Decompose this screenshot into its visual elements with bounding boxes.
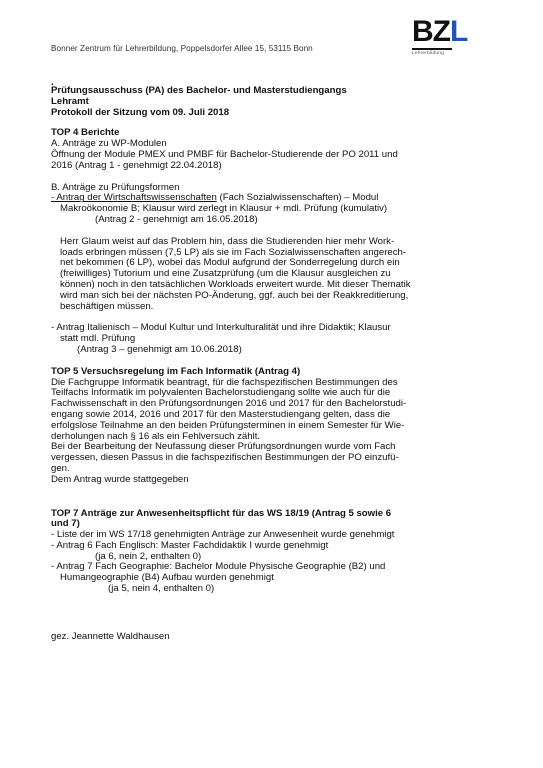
top5-decision: Dem Antrag wurde stattgegeben: [51, 473, 189, 485]
top5-line: derholungen nach § 16 als ein Fehlversuch zählt.: [51, 430, 261, 442]
doc-title-line3: Protokoll der Sitzung vom 09. Juli 2018: [51, 106, 230, 118]
top7-item3-line1: - Antrag 7 Fach Geographie: Bachelor Module Physische Geographie (B2) und: [51, 561, 386, 573]
top4-b-item1-rest: (Fach Sozialwissenschaften) – Modul: [216, 192, 379, 204]
bzl-logo: [412, 15, 468, 60]
top4-a-heading: A. Anträge zu WP-Modulen: [51, 138, 167, 150]
top7-item1: - Liste der im WS 17/18 genehmigten Anträge zur Anwesenheit wurde genehmigt: [51, 529, 395, 541]
top7-item2: - Antrag 6 Fach Englisch: Master Fachdidaktik I wurde genehmigt: [51, 539, 329, 551]
top4-b-heading: B. Anträge zu Prüfungsformen: [51, 181, 180, 193]
logo-subtitle: Lehrerbildung: [412, 51, 444, 56]
top5-line: gen.: [51, 462, 70, 474]
para-line: (freiwilliges) Tutorium und eine Zusatzprüfung (um die Klausur ausgleichen zu: [60, 268, 391, 280]
top7-heading-line1: TOP 7 Anträge zur Anwesenheitspflicht für das WS 18/19 (Antrag 5 sowie 6: [51, 507, 392, 519]
top5-heading: TOP 5 Versuchsregelung im Fach Informatik (Antrag 4): [51, 365, 301, 377]
stray-dot: .: [51, 77, 54, 88]
top7-heading-line2: und 7): [51, 518, 80, 530]
logo-bar: [412, 48, 452, 50]
para-line: net bekommen (6 LP), wobei das Modul aufgrund der Sonderregelung durch ein: [60, 257, 400, 269]
top7-item3-line2: Humangeographie (B4) Aufbau wurden genehmigt: [60, 572, 274, 584]
top5-line: erfolgslose Teilnahme an den beiden Prüfungsterminen in einem Semester für Wie-: [51, 419, 405, 431]
top4-a-line1: Öffnung der Module PMEX und PMBF für Bachelor-Studierende der PO 2011 und: [51, 148, 398, 160]
logo-text: BZL: [412, 15, 468, 48]
top4-heading: TOP 4 Berichte: [51, 127, 120, 139]
top7-vote2: (ja 5, nein 4, enthalten 0): [108, 583, 215, 595]
top5-line: Bei der Bearbeitung der Neufassung dieser Prüfungsordnungen wurde vom Fach: [51, 441, 396, 453]
top4-b-item1-prefix: - Antrag der Wirtschaftswissenschaften: [51, 192, 217, 204]
top5-line: Teilfachs Informatik im polyvalenten Bachelorstudiengang sollte wie auch für die: [51, 387, 391, 399]
top7-vote1: (ja 6, nein 2, enthalten 0): [95, 550, 202, 562]
para-line: loads erbringen müssen (7,5 LP) als sie im Fach Sozialwissenschaften angerech-: [60, 246, 407, 258]
para-line: beschäftigen müssen.: [60, 300, 154, 312]
top4-discussion-paragraph: [51, 237, 420, 313]
para-line: Herr Glaum weist auf das Problem hin, dass die Studierenden hier mehr Work-: [60, 235, 395, 247]
top4-b-item2-line2: statt mdl. Prüfung: [60, 333, 136, 345]
logo-letter-accent: L: [450, 15, 468, 48]
top5-line: engang sowie 2014, 2016 und 2017 für den Masterstudiengang gelten, dass die: [51, 408, 391, 420]
para-line: können) noch in den tatsächlichen Workloads erweitert wurde. Mit dieser Thematik: [60, 278, 411, 290]
top5-line: Fachwissenschaft in den Prüfungsordnungen 2016 und 2017 für den Bachelorstudi-: [51, 398, 407, 410]
para-line: wird man sich bei der nächsten PO-Änderung, ggf. auch bei der Reakkreditierung,: [60, 289, 409, 301]
doc-title-line2: Lehramt: [51, 95, 89, 107]
top4-b-item1-line3: (Antrag 2 - genehmigt am 16.05.2018): [95, 213, 258, 225]
top5-line: Die Fachgruppe Informatik beantragt, für die fachspezifischen Bestimmungen des: [51, 376, 398, 388]
top5-line: vergessen, diesen Passus in die fachspezifischen Bestimmungen der PO einzufü-: [51, 452, 399, 464]
signature: gez. Jeannette Waldhausen: [51, 630, 170, 642]
top4-b-item1-line2: Makroökonomie B; Klausur wird zerlegt in Klausur + mdl. Prüfung (kumulativ): [60, 203, 388, 215]
doc-title-line1: Prüfungsausschuss (PA) des Bachelor- und Masterstudiengangs: [51, 85, 347, 96]
header-address: Bonner Zentrum für Lehrerbildung, Poppelsdorfer Allee 15, 53115 Bonn: [51, 44, 313, 53]
document-body: [51, 86, 421, 643]
top4-b-item2-line3: (Antrag 3 – genehmigt am 10.06.2018): [77, 343, 242, 355]
top4-b-item2-line1: - Antrag Italienisch – Modul Kultur und Interkulturalität und ihre Didaktik; Klausur: [51, 322, 391, 334]
top4-a-line2: 2016 (Antrag 1 - genehmigt 22.04.2018): [51, 159, 222, 171]
